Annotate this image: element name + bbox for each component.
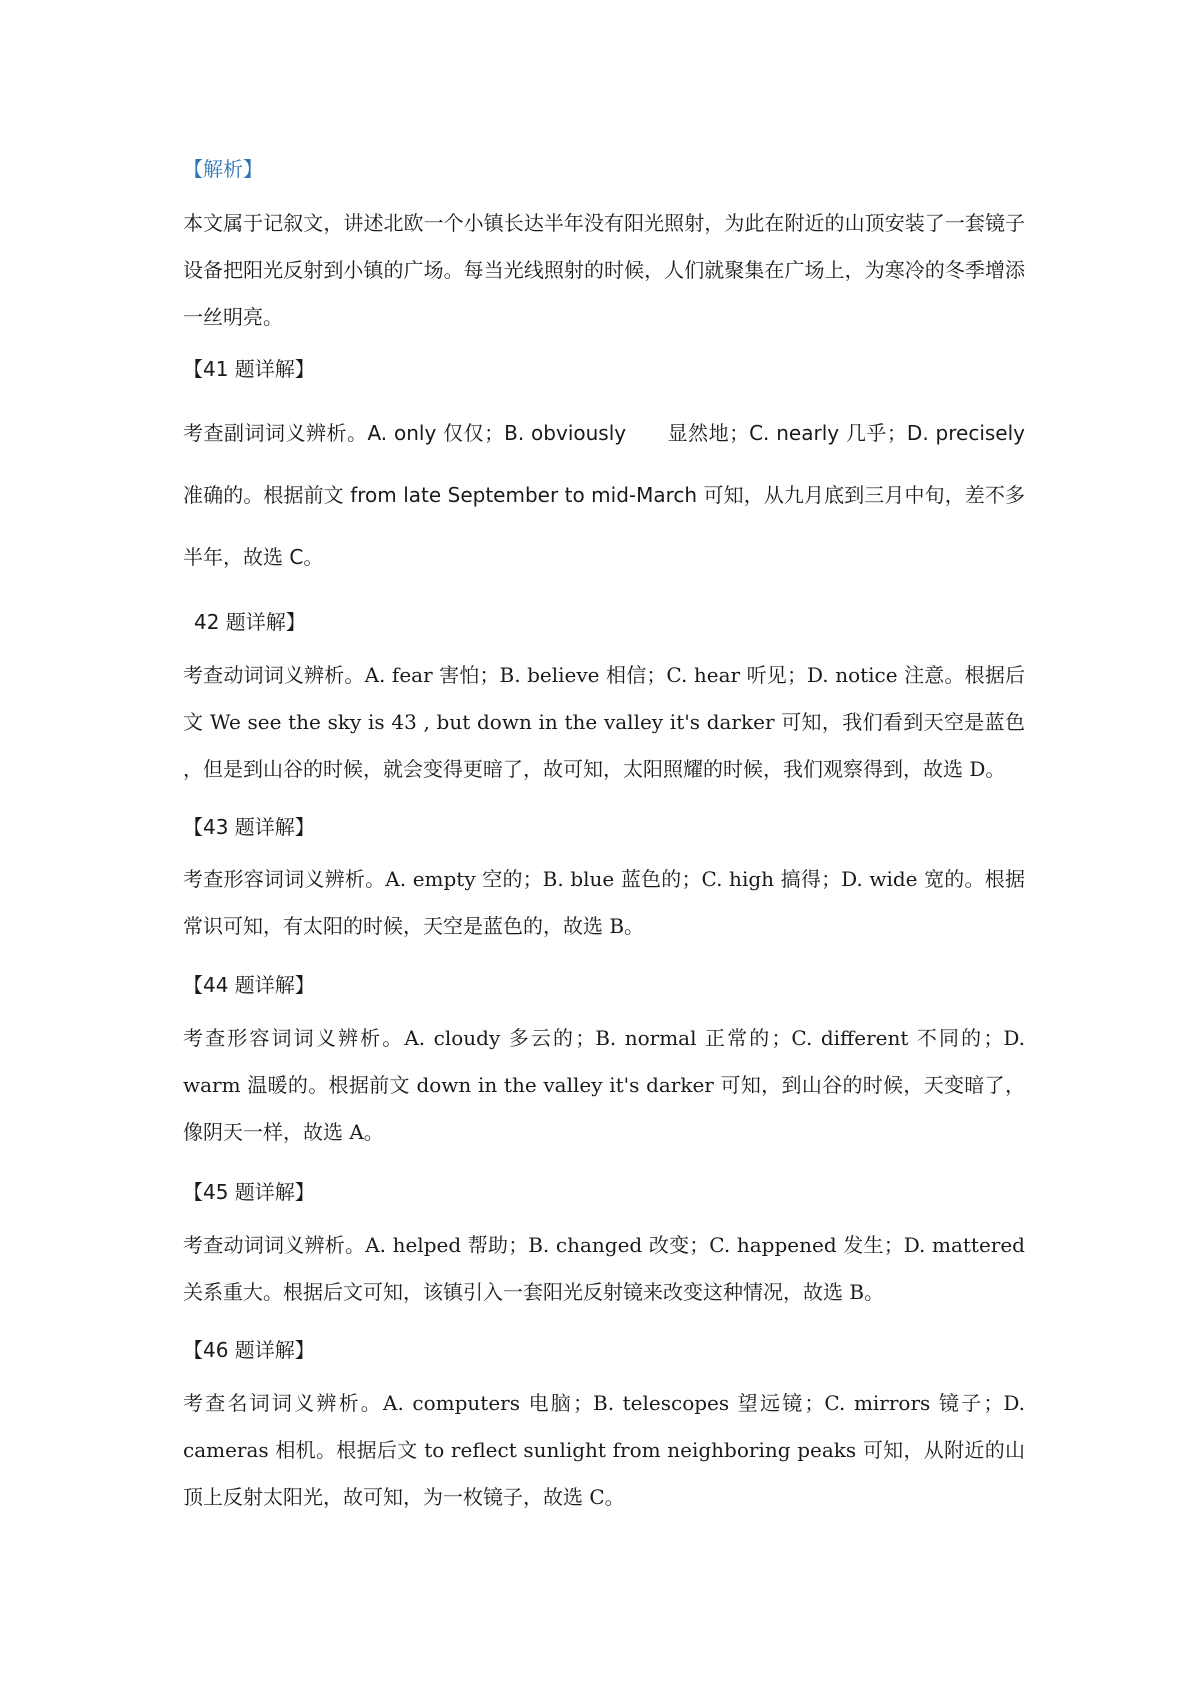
item-43-text: 考查形容词词义辨析。A. empty 空的；B. blue 蓝色的；C. high 搞得；D. wide 宽的。根据常识可知，有太阳的时候，天空是蓝色的，故选 B。	[183, 867, 1025, 938]
analysis-label: 【解析】	[183, 157, 263, 181]
item-42-heading: 42 题详解】	[194, 610, 306, 634]
item-46-heading: 【46 题详解】	[183, 1338, 315, 1362]
item-45-text: 考查动词词义辨析。A. helped 帮助；B. changed 改变；C. happened 发生；D. mattered 关系重大。根据后文可知，该镇引入一套阳光反射镜来改变这种情况，故选 B。	[183, 1233, 1025, 1304]
item-41-heading: 【41 题详解】	[183, 357, 315, 381]
item-45-heading: 【45 题详解】	[183, 1180, 315, 1204]
item-46-text: 考查名词词义辨析。A. computers 电脑；B. telescopes 望远镜；C. mirrors 镜子；D. cameras 相机。根据后文 to reflect sunlight from neighboring peaks 可知，从附近的山顶上反射太阳光，故可知，为一枚镜子，故选 C。	[183, 1391, 1025, 1509]
item-42-text: 考查动词词义辨析。A. fear 害怕；B. believe 相信；C. hear 听见；D. notice 注意。根据后文 We see the sky is 43 , but down in the valley it's darker 可知，我们看到天空是蓝色 ，但是到山谷的时候，就会变得更暗了，故可知，太阳照耀的时候，我们观察得到，故选 D。	[183, 663, 1025, 781]
item-44-text: 考查形容词词义辨析。A. cloudy 多云的；B. normal 正常的；C. different 不同的；D. warm 温暖的。根据前文 down in the valley it's darker 可知，到山谷的时候，天变暗了，像阴天一样，故选 A。	[183, 1026, 1025, 1144]
item-41-text: 考查副词词义辨析。A. only 仅仅；B. obviously 显然地；C. nearly 几乎；D. precisely 准确的。根据前文 from late September to mid-March 可知，从九月底到三月中旬，差不多半年，故选 C。	[183, 421, 1025, 569]
item-44-heading: 【44 题详解】	[183, 973, 315, 997]
intro-paragraph: 本文属于记叙文，讲述北欧一个小镇长达半年没有阳光照射，为此在附近的山顶安装了一套镜子设备把阳光反射到小镇的广场。每当光线照射的时候，人们就聚集在广场上，为寒冷的冬季增添一丝明亮。	[183, 211, 1025, 329]
item-43-heading: 【43 题详解】	[183, 815, 315, 839]
